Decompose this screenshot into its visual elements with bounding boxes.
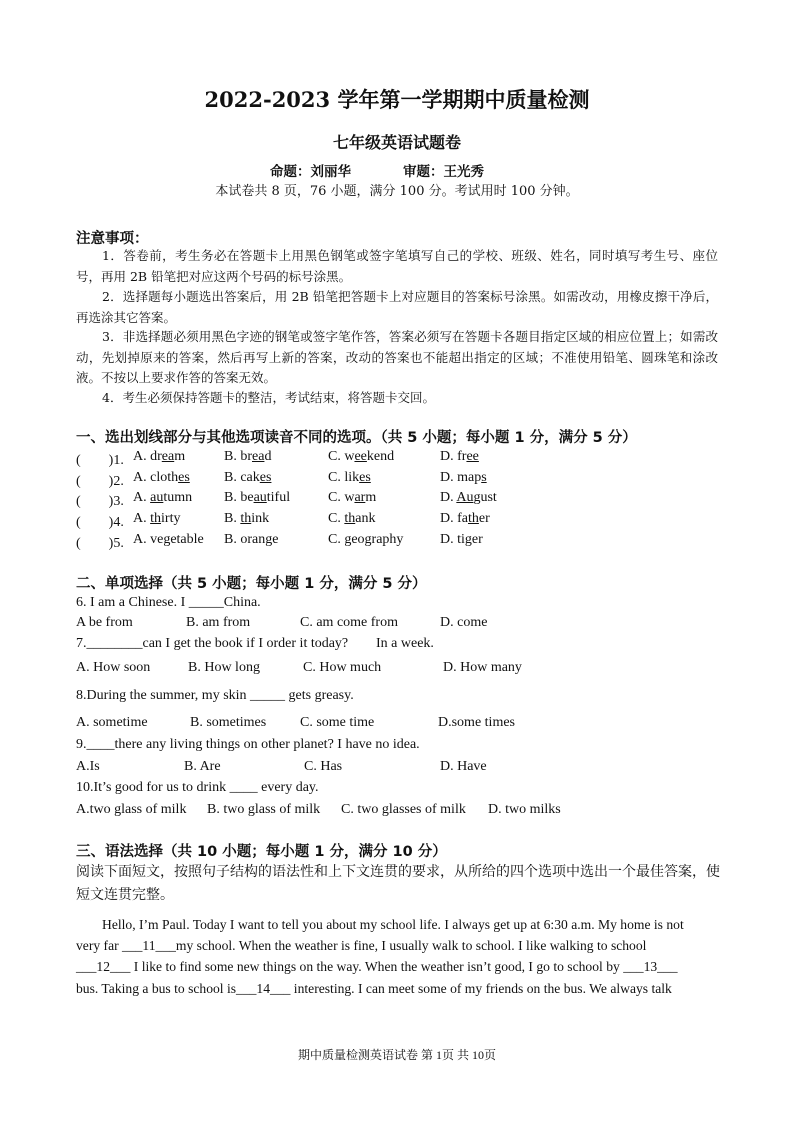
option-c: C. warm <box>328 490 377 505</box>
option-d: D. maps <box>440 470 487 485</box>
option-a: A. vegetable <box>133 532 204 547</box>
passage-line-1: Hello, I’m Paul. Today I want to tell you about my school life. I always get up at 6:30 a.m. My home is not <box>102 917 684 932</box>
q7-stem: 7.________can I get the book if I order it today? <box>76 636 349 651</box>
q8-option-d: D.some times <box>438 715 515 730</box>
q9-option-d: D. Have <box>440 759 487 774</box>
q8-stem: 8.During the summer, my skin _____ gets greasy. <box>76 688 354 703</box>
q7-option-d: D. How many <box>443 660 522 675</box>
option-b: B. bread <box>224 449 272 464</box>
question-number: ( )5. <box>76 536 124 551</box>
q7-option-c: C. How much <box>303 660 382 675</box>
option-b: B. cakes <box>224 470 272 485</box>
option-a: A. clothes <box>133 470 190 485</box>
q9-option-b: B. Are <box>184 759 221 774</box>
option-b: B. orange <box>224 532 279 547</box>
q7-extra: In a week. <box>376 636 434 651</box>
question-number: ( )2. <box>76 474 124 489</box>
q7-option-b: B. How long <box>188 660 260 675</box>
section1-heading: 一、选出划线部分与其他选项读音不同的选项。（共 5 小题；每小题 1 分，满分 5 分） <box>76 430 637 446</box>
section3-instruction-2: 短文连贯完整。 <box>76 887 174 903</box>
option-a: A. thirty <box>133 511 181 526</box>
q10-option-b: B. two glass of milk <box>207 802 321 817</box>
q6-option-c: C. am come from <box>300 615 398 630</box>
q9-option-a: A.Is <box>76 759 100 774</box>
note-item-4: 4．考生必须保持答题卡的整洁，考试结束，将答题卡交回。 <box>102 390 435 405</box>
reviewer: 审题：王光秀 <box>403 164 484 180</box>
page-footer: 期中质量检测英语试卷 第 1页 共 10页 <box>297 1048 496 1062</box>
notes-heading: 注意事项： <box>76 231 149 247</box>
option-d: D. tiger <box>440 532 483 547</box>
note-item-2: 2．选择题每小题选出答案后，用 2B 铅笔把答题卡上对应题目的答案标号涂黑。如需改动，用橡皮擦干净后，再选涂其它答案。 <box>76 289 718 325</box>
q9-option-c: C. Has <box>304 759 343 774</box>
author: 命题：刘丽华 <box>270 164 351 180</box>
q9-stem: 9.____there any living things on other planet? I have no idea. <box>76 737 420 752</box>
option-d: D. free <box>440 449 479 464</box>
section2-heading: 二、单项选择（共 5 小题；每小题 1 分，满分 5 分） <box>76 576 427 592</box>
option-c: C. weekend <box>328 449 395 464</box>
question-number: ( )3. <box>76 494 124 509</box>
exam-subtitle: 七年级英语试题卷 <box>332 133 461 152</box>
author-line <box>270 160 484 180</box>
q7-option-a: A. How soon <box>76 660 151 675</box>
q10-option-d: D. two milks <box>488 802 561 817</box>
question-number: ( )4. <box>76 515 124 530</box>
note-item-3: 3．非选择题必须用黑色字迹的钢笔或签字笔作答，答案必须写在答题卡各题目指定区域的相应位置上；如需改动，先划掉原来的答案，然后再写上新的答案，改动的答案也不能超出指定的区域；不准使用铅笔、圆珠笔和涂改液。不按以上要求作答的答案无效。 <box>76 329 718 385</box>
passage-line-2: very far ___11___my school. When the weather is fine, I usually walk to school. I like walking to school <box>76 938 647 953</box>
section3-heading: 三、语法选择（共 10 小题；每小题 1 分，满分 10 分） <box>76 844 447 860</box>
question-number: ( )1. <box>76 453 124 468</box>
option-a: A. autumn <box>133 490 193 505</box>
q8-option-a: A. sometime <box>76 715 148 730</box>
q10-option-c: C. two glasses of milk <box>341 802 466 817</box>
q10-option-a: A.two glass of milk <box>76 802 187 817</box>
option-b: B. beautiful <box>224 490 291 505</box>
passage-line-3: ___12___ I like to find some new things on the way. When the weather isn’t good, I go to school by ___13___ <box>76 959 678 974</box>
option-c: C. likes <box>328 470 371 485</box>
q6-option-a: A be from <box>76 615 133 630</box>
option-c: C. geography <box>328 532 404 547</box>
passage-line-4: bus. Taking a bus to school is___14___ interesting. I can meet some of my friends on the bus. We always talk <box>76 981 672 996</box>
q6-option-b: B. am from <box>186 615 251 630</box>
option-d: D. father <box>440 511 490 526</box>
q8-option-b: B. sometimes <box>190 715 267 730</box>
exam-title: 2022-2023 学年第一学期期中质量检测 <box>204 87 590 112</box>
section3-instruction-1: 阅读下面短文，按照句子结构的语法性和上下文连贯的要求，从所给的四个选项中选出一个最佳答案，使 <box>76 864 720 880</box>
q6-option-d: D. come <box>440 615 488 630</box>
option-b: B. think <box>224 511 270 526</box>
q10-stem: 10.It’s good for us to drink ____ every day. <box>76 780 319 795</box>
note-item-1: 1．答卷前，考生务必在答题卡上用黑色钢笔或签字笔填写自己的学校、班级、姓名，同时填写考生号、座位号，再用 2B 铅笔把对应这两个号码的标号涂黑。 <box>76 248 718 284</box>
option-d: D. August <box>440 490 497 505</box>
q6-stem: 6. I am a Chinese. I _____China. <box>76 595 261 610</box>
option-a: A. dream <box>133 449 186 464</box>
q8-option-c: C. some time <box>300 715 375 730</box>
exam-info: 本试卷共 8 页，76 小题，满分 100 分。考试用时 100 分钟。 <box>215 184 579 199</box>
option-c: C. thank <box>328 511 376 526</box>
